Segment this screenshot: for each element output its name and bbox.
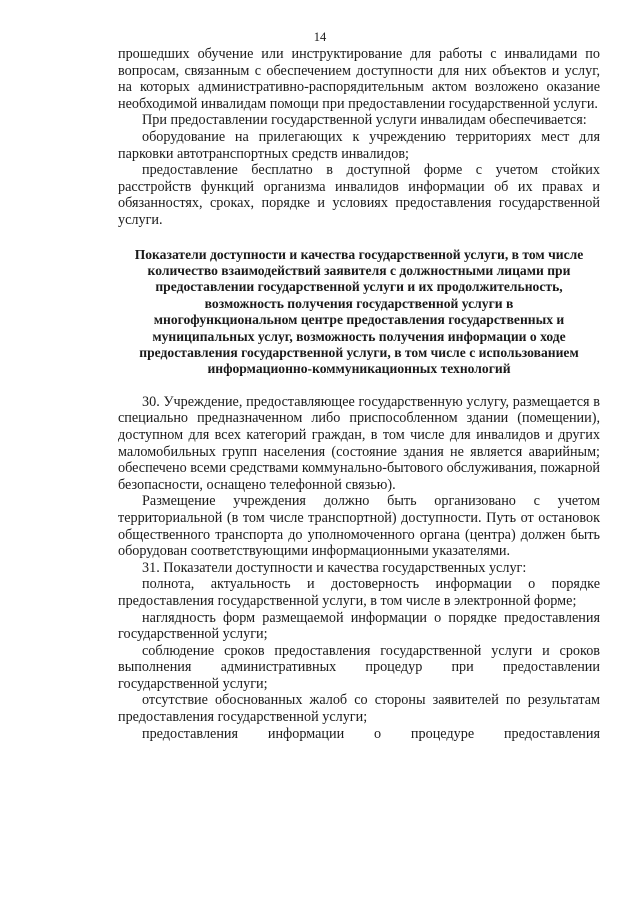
paragraph: 30. Учреждение, предоставляющее государственную услугу, размещается в специально предназначенном либо приспособленном здании (помещении), доступном для всех категорий граждан, в том числе для инвалидов и других маломобильных групп населения (состояние здания не является аварийным; обеспечено всеми средствами коммунально-бытового обслуживания, пожарной безопасности, оснащено телефонной связью). <box>118 393 601 493</box>
paragraph: соблюдение сроков предоставления государственной услуги и сроков выполнения административных процедур при предоставлении государственной услуги; <box>118 642 600 692</box>
section-heading: Показатели доступности и качества государственной услуги, в том числе количество взаимодействий заявителя с должностными лицами при предоставлении государственной услуги и их продолжительность, возможность получения государственной услуги в многофункциональном центре предоставления государственных и муниципальных услуг, возможность получения информации о ходе предоставления государственной услуги, в том числе с использованием информационно-коммуникационных технологий <box>134 246 584 377</box>
paragraph: предоставление бесплатно в доступной форме с учетом стойких расстройств функций организма инвалидов информации об их правах и обязанностях, сроках, порядке и условиях предоставления государственной услуги. <box>118 162 600 228</box>
paragraph: 31. Показатели доступности и качества государственных услуг: <box>142 559 527 576</box>
paragraph: При предоставлении государственной услуги инвалидам обеспечивается: <box>142 112 587 129</box>
paragraph: полнота, актуальность и достоверность информации о порядке предоставления государственной услуги, в том числе в электронной форме; <box>118 576 600 609</box>
document-body <box>118 46 600 742</box>
page-number: 14 <box>313 30 327 44</box>
paragraph: предоставления информации о процедуре предоставления <box>142 725 600 742</box>
paragraph: Размещение учреждения должно быть организовано с учетом территориальной (в том числе транспортной) доступности. Путь от остановок общественного транспорта до уполномоченного органа (центра) должен быть оборудован соответствующими информационными указателями. <box>118 493 600 560</box>
paragraph: наглядность форм размещаемой информации о порядке предоставления государственной услуги; <box>118 609 600 643</box>
paragraph: оборудование на прилегающих к учреждению территориях мест для парковки автотранспортных средств инвалидов; <box>118 128 600 162</box>
paragraph: прошедших обучение или инструктирование для работы с инвалидами по вопросам, связанным с обеспечением доступности для них объектов и услуг, на которых административно-распорядительным актом возложено оказание необходимой инвалидам помощи при предоставлении государственной услуги. <box>118 46 600 112</box>
paragraph: отсутствие обоснованных жалоб со стороны заявителей по результатам предоставления государственной услуги; <box>118 692 600 726</box>
